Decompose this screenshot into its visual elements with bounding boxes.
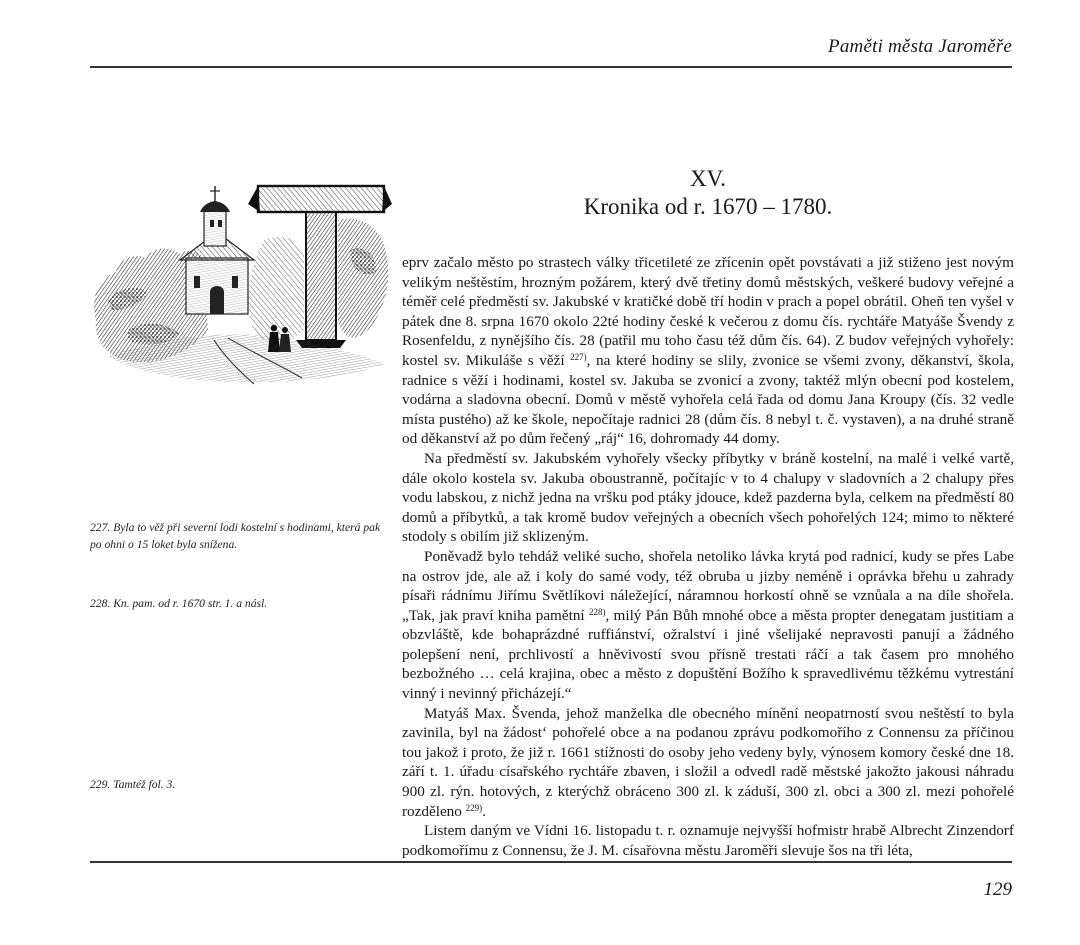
chapter-title: Kronika od r. 1670 – 1780. xyxy=(583,194,833,219)
sidenote-229: 229. Tamtéž fol. 3. xyxy=(90,778,176,791)
header-rule xyxy=(90,66,1012,68)
paragraph-text: Poněvadž bylo tehdáž veliké sucho, shořela netoliko lávka krytá pod radnicí, kudy se přes Labe na ostrov jde, ale až i koly do samé vody, též obruba u jizby neméně i oprávka břehu u zahrady písaři rádnímu Jiřímu Světlíkovi náležející, náramnou horkostí ohně se vznůala a na díle shořela. „Tak, jak praví kniha pamětní xyxy=(402,547,1014,624)
paragraph xyxy=(402,253,1014,449)
footnote-ref-228: 228) xyxy=(588,606,606,617)
paragraph-text: , na které hodiny se slily, zvonice se všemi zvony, děkanství, škola, radnice s věží i hodinami, kostel sv. Jakuba se zvonicí a zvony, taktéž mlýn obecní pod kostelem, vodárna a sladovna obecní. Domů v městě vyhořela celá řada od domu Jana Kroupy (čís. 32 vedle místa pustého) až ke škole, nepočítaje radnici 28 (dům čís. 8 nebyl t. č. vystaven), a na druhé straně od děkanství až po dům řečený „ráj“ 16, dohromady 44 domy. xyxy=(402,351,1015,448)
main-text xyxy=(402,253,1014,860)
paragraph xyxy=(402,547,1014,704)
paragraph-text: eprv začalo město po strastech války třicetileté ze zřícenin opět povstávati a již stiženo jest novým velikým neštěstím, hrozným požárem, který dvě třetiny domů městských, veškeré budovy veřejné a téměř celé předměstí sv. Jakubské v kratičké době tří hodin v prach a popel obrátil. Oheň ten vyšel v pátek dne 8. srpna 1670 okolo 22té hodiny české k večerou z domu čís. rychtáře Matyáše Švendy z Rosenfeldu, z nynějšího čís. 28 (patřil mu toho času též dům čís. 64). Z budov veřejných vyhořely: kostel sv. Mikuláše s věží xyxy=(402,254,1014,369)
engraving-illustration xyxy=(88,180,392,388)
sidenote-227: 227. Byla to věž při severní lodi kostelní s hodinami, která pak po ohni o 15 loket byla snížena. xyxy=(90,521,381,551)
paragraph-text: . xyxy=(482,802,486,820)
running-head: Paměti města Jaroměře xyxy=(828,36,1012,57)
footer-rule xyxy=(90,861,1012,863)
chapter-heading xyxy=(400,165,1016,221)
page-number: 129 xyxy=(983,879,1012,900)
footnote-ref-229: 229) xyxy=(465,802,483,813)
chapter-number: XV. xyxy=(689,166,726,191)
paragraph xyxy=(402,704,1014,822)
sidenote-228: 228. Kn. pam. od r. 1670 str. 1. a násl. xyxy=(90,597,268,610)
footnote-ref-227: 227) xyxy=(570,351,587,362)
paragraph: Listem daným ve Vídni 16. listopadu t. r. oznamuje nejvyšší hofmistr hrabě Albrecht Zinzendorf podkomořímu z Connensu, že J. M. císařovna městu Jaroměři slevuje šos na tři léta, xyxy=(402,822,1014,859)
svg-text:T: T xyxy=(321,330,322,331)
paragraph-text: , milý Pán Bůh mnohé obce a města propter denegatam justitiam a obzvláště, kde bohaprázdné ruffiánství, ožralství i jiné všelijaké nepravosti panují a žádného polepšení není, prchlivostí a hněvivostí svou přísně trestati ráčí a tak časem pro mnohého bezbožného … celá krajina, obec a město z dopuštění Božího k spravedlivému těžkému vytrestání vinný i nevinný přicházejí.“ xyxy=(402,606,1015,703)
paragraph-text: Matyáš Max. Švenda, jehož manželka dle obecného mínění neopatrností svou neštěstí to byla zavinila, byl na žádost‘ pohořelé obce a na podanou zprávu podkomořího z Connensu za příčinou tou jakož i proto, že již r. 1661 stížnosti do osoby jeho vedeny byly, výnosem komory české dne 18. září t. 1. úřadu císařského rychtáře zbaven, i složil a odvedl radě městské jakožto jakousi náhradu 900 zl. rýn. hotových, z kterýchž obráceno 300 zl. k záduší, 300 zl. obci a 300 zl. mezi pohořelé rozděleno xyxy=(402,704,1014,820)
paragraph: Na předměstí sv. Jakubském vyhořely všecky příbytky v bráně kostelní, na malé i velké vartě, dále okolo kostela sv. Jakuba oboustranně, počítajíc v to 4 chalupy v sladovních a 2 chalupy přes vodu labskou, z nichž jedna na vršku pod ptáky jdouce, kdež pazderna byla, celkem na předměstí 80 domů a příbytků, a tak kromě budov veřejných a obecních všech pohořelých 124; mimo to některé stodoly s obilím již sklizeným. xyxy=(402,449,1014,546)
